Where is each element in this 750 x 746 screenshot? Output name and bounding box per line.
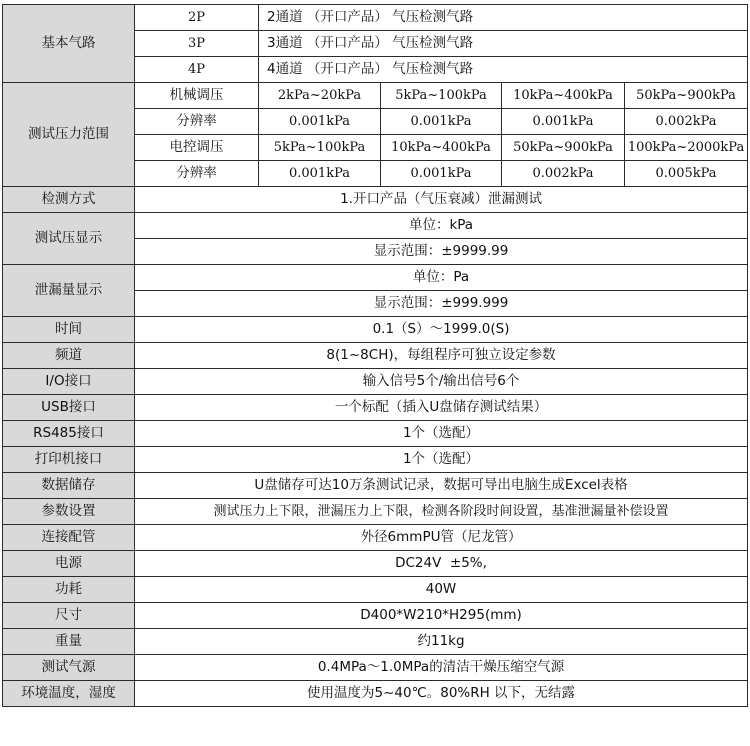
spec-label: 电源 (3, 551, 135, 577)
mechanical-regulation-label: 机械调压 (135, 83, 259, 109)
leak-display-label: 泄漏量显示 (3, 265, 135, 317)
spec-label: 功耗 (3, 577, 135, 603)
range-cell: 10kPa~400kPa (381, 135, 502, 161)
spec-label: RS485接口 (3, 421, 135, 447)
spec-label: USB接口 (3, 395, 135, 421)
spec-value: 外径6mmPU管（尼龙管） (135, 525, 748, 551)
range-cell: 5kPa~100kPa (259, 135, 381, 161)
range-cell: 10kPa~400kPa (502, 83, 625, 109)
spec-value: 0.1（S）～1999.0(S) (135, 317, 748, 343)
electronic-regulation-label: 电控调压 (135, 135, 259, 161)
resolution-cell: 0.002kPa (625, 109, 748, 135)
spec-label: 连接配管 (3, 525, 135, 551)
spec-value: 一个标配（插入U盘储存测试结果） (135, 395, 748, 421)
resolution-label: 分辨率 (135, 161, 259, 187)
gas-path-ports: 4P (135, 57, 259, 83)
spec-value: 40W (135, 577, 748, 603)
range-cell: 50kPa~900kPa (502, 135, 625, 161)
spec-value: 1个（选配） (135, 447, 748, 473)
spec-value: DC24V ±5%, (135, 551, 748, 577)
range-cell: 100kPa~2000kPa (625, 135, 748, 161)
resolution-cell: 0.001kPa (381, 161, 502, 187)
spec-label: I/O接口 (3, 369, 135, 395)
spec-value: 约11kg (135, 629, 748, 655)
detection-method-label: 检测方式 (3, 187, 135, 213)
spec-label: 环境温度，湿度 (3, 681, 135, 707)
resolution-label: 分辨率 (135, 109, 259, 135)
range-cell: 2kPa~20kPa (259, 83, 381, 109)
pressure-display-unit: 单位：kPa (135, 213, 748, 239)
resolution-cell: 0.005kPa (625, 161, 748, 187)
spec-value: 使用温度为5~40℃。80%RH 以下，无结露 (135, 681, 748, 707)
resolution-cell: 0.002kPa (502, 161, 625, 187)
spec-label: 尺寸 (3, 603, 135, 629)
pressure-display-range: 显示范围：±9999.99 (135, 239, 748, 265)
spec-value: 输入信号5个/输出信号6个 (135, 369, 748, 395)
spec-label: 参数设置 (3, 499, 135, 525)
spec-label: 测试气源 (3, 655, 135, 681)
spec-value: 8(1~8CH)，每组程序可独立设定参数 (135, 343, 748, 369)
gas-path-ports: 2P (135, 5, 259, 31)
range-cell: 5kPa~100kPa (381, 83, 502, 109)
range-cell: 50kPa~900kPa (625, 83, 748, 109)
spec-value: 测试压力上下限，泄漏压力上下限，检测各阶段时间设置，基准泄漏量补偿设置 (135, 499, 748, 525)
leak-display-range: 显示范围：±999.999 (135, 291, 748, 317)
resolution-cell: 0.001kPa (259, 161, 381, 187)
detection-method-value: 1.开口产品（气压衰减）泄漏测试 (135, 187, 748, 213)
spec-value: D400*W210*H295(mm) (135, 603, 748, 629)
spec-value: 1个（选配） (135, 421, 748, 447)
spec-label: 重量 (3, 629, 135, 655)
gas-path-desc: 2通道 （开口产品） 气压检测气路 (259, 5, 748, 31)
pressure-range-label: 测试压力范围 (3, 83, 135, 187)
spec-value: 0.4MPa～1.0MPa的清洁干燥压缩空气源 (135, 655, 748, 681)
resolution-cell: 0.001kPa (502, 109, 625, 135)
spec-label: 打印机接口 (3, 447, 135, 473)
gas-path-ports: 3P (135, 31, 259, 57)
resolution-cell: 0.001kPa (381, 109, 502, 135)
gas-path-desc: 4通道 （开口产品） 气压检测气路 (259, 57, 748, 83)
spec-label: 数据储存 (3, 473, 135, 499)
spec-label: 时间 (3, 317, 135, 343)
basic-gas-path-label: 基本气路 (3, 5, 135, 83)
spec-label: 频道 (3, 343, 135, 369)
gas-path-desc: 3通道 （开口产品） 气压检测气路 (259, 31, 748, 57)
resolution-cell: 0.001kPa (259, 109, 381, 135)
pressure-display-label: 测试压显示 (3, 213, 135, 265)
spec-value: U盘储存可达10万条测试记录，数据可导出电脑生成Excel表格 (135, 473, 748, 499)
spec-table (2, 4, 748, 707)
leak-display-unit: 单位：Pa (135, 265, 748, 291)
